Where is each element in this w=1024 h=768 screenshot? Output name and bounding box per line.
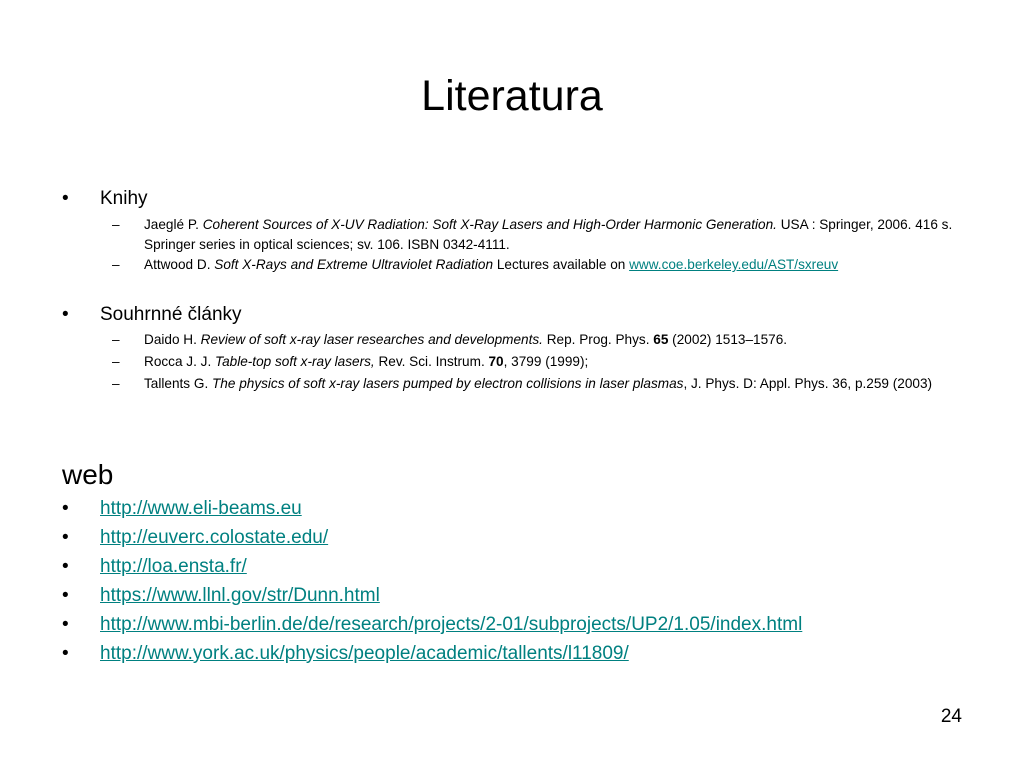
bullet-icon: • [62,188,69,209]
article-author: Daido H. [144,332,201,347]
slide-title: Literatura [421,72,603,120]
article-volume: 65 [653,332,669,347]
book-citation [144,255,962,275]
book-citation [144,215,962,255]
article-pages: (2002) 1513–1576. [668,332,788,347]
book-author: Attwood D. [144,257,215,272]
article-journal: , J. Phys. D: Appl. Phys. 36, p.259 (2003) [683,376,933,391]
book-details: USA : Springer, 2006. 416 s. Springer series in optical sciences; sv. 106. ISBN 0342-4111. [144,217,953,252]
article-citation [144,330,962,350]
article-journal: Rep. Prog. Phys. [542,332,654,347]
book-author: Jaeglé P. [144,217,203,232]
article-journal: Rev. Sci. Instrum. [374,354,489,369]
article-item [112,330,962,350]
bullet-icon: • [62,614,69,635]
bullet-icon: • [62,585,69,606]
bullet-icon: • [62,556,69,577]
web-link-euverc[interactable]: http://euverc.colostate.edu/ [100,527,329,548]
article-author: Rocca J. J. [144,354,216,369]
article-citation [144,374,962,394]
bullet-icon: • [62,304,69,325]
web-link-eli-beams[interactable]: http://www.eli-beams.eu [100,498,302,519]
web-link-item [62,584,380,608]
web-link-item [62,555,247,579]
web-link-item [62,497,302,521]
section-books [62,187,148,211]
article-title: Table-top soft x-ray lasers, [215,354,375,369]
article-item [112,374,962,394]
bullet-icon: • [62,643,69,664]
bullet-icon: • [62,527,69,548]
web-link-mbi-berlin[interactable]: http://www.mbi-berlin.de/de/research/projects/2-01/subprojects/UP2/1.05/index.html [100,614,803,635]
article-author: Tallents G. [144,376,212,391]
web-link-item [62,526,328,550]
article-title: The physics of soft x-ray lasers pumped by electron collisions in laser plasmas [212,376,684,391]
web-link-llnl[interactable]: https://www.llnl.gov/str/Dunn.html [100,585,380,606]
dash-icon: – [112,376,120,391]
article-title: Review of soft x-ray laser researches and developments. [200,332,543,347]
dash-icon: – [112,257,120,272]
web-link-loa-ensta[interactable]: http://loa.ensta.fr/ [100,556,247,577]
dash-icon: – [112,217,120,232]
bullet-icon: • [62,498,69,519]
book-title: Soft X-Rays and Extreme Ultraviolet Radiation [214,257,494,272]
article-item [112,352,962,372]
section-books-heading: Knihy [100,188,148,209]
article-volume: 70 [488,354,504,369]
web-link-item [62,613,802,637]
lectures-link[interactable]: www.coe.berkeley.edu/AST/sxreuv [629,257,839,272]
article-citation [144,352,962,372]
web-link-item [62,642,629,666]
book-title: Coherent Sources of X-UV Radiation: Soft X-Ray Lasers and High-Order Harmonic Generation. [202,217,777,232]
section-articles [62,303,242,327]
book-details: Lectures available on [493,257,630,272]
dash-icon: – [112,332,120,347]
dash-icon: – [112,354,120,369]
page-number: 24 [940,706,962,727]
web-heading: web [62,459,114,490]
book-item [112,215,962,255]
section-articles-heading: Souhrnné články [100,304,242,325]
web-link-york[interactable]: http://www.york.ac.uk/physics/people/academic/tallents/l11809/ [100,643,629,664]
article-pages: , 3799 (1999); [503,354,589,369]
book-item [112,255,962,275]
